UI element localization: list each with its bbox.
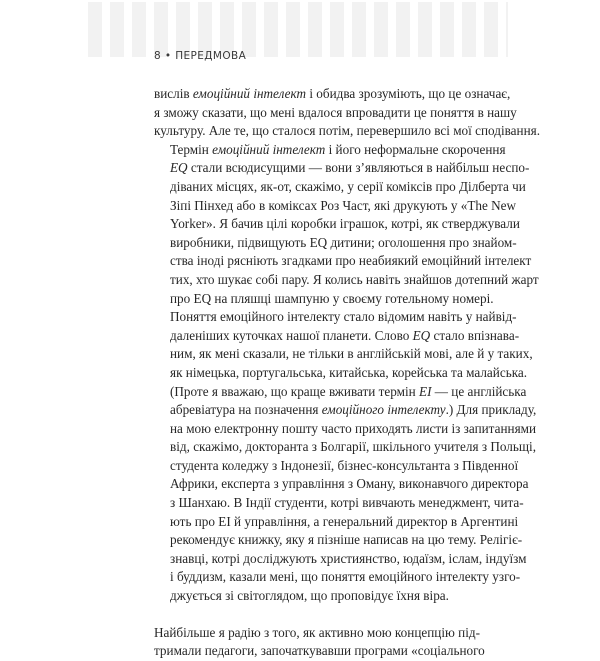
text-line: виробники, підвищують EQ дитини; оголошення про знайом-	[170, 234, 517, 250]
italic-term: EI	[419, 383, 432, 399]
paragraph-p3	[154, 308, 537, 606]
italic-term: емоційний інтелект	[192, 86, 307, 101]
paragraph-p4	[154, 624, 485, 661]
text-line: знавці, котрі досліджують християнство, юдаїзм, іслам, індуїзм	[170, 550, 527, 566]
text-line: з Шанхаю. В Індії студенти, котрі вивчають менеджмент, чита-	[170, 495, 524, 511]
text-line: Зіпі Пінхед або в коміксах Роз Част, які друкують у «The New	[170, 197, 517, 213]
running-head	[154, 50, 246, 62]
text-line: на мою електронну пошту часто приходять листи із запитаннями	[170, 420, 537, 436]
italic-term: емоційний інтелект	[212, 141, 326, 157]
text-line: як німецька, португальська, китайська, корейська та малайська.	[170, 364, 528, 380]
text-line: Термін емоційний інтелект і його неформальне скорочення	[170, 141, 506, 157]
text-line: тримали педагоги, започаткувавши програми «соціального	[154, 643, 485, 659]
text-line: ним, як мені сказали, не тільки в англійській мові, але й у таких,	[170, 346, 533, 362]
text-line: (Проте я вважаю, що краще вживати термін EI — це англійська	[170, 383, 527, 399]
italic-term: EQ	[170, 160, 188, 176]
text-line: ства іноді рясніють згадками про неабиякий емоційний інтелект	[170, 253, 532, 269]
text-line: Найбільше я радію з того, як активно мою концепцію під-	[154, 624, 480, 640]
italic-term: емоційного інтелекту	[321, 402, 446, 418]
page-number: 8	[154, 50, 162, 62]
text-line: абревіатура на позначення емоційного інтелекту.) Для прикладу,	[170, 402, 537, 418]
text-line: Поняття емоційного інтелекту стало відомим навіть у найвід-	[170, 309, 517, 325]
text-line: Африки, експерта з управління з Оману, виконавчого директора	[170, 476, 529, 492]
text-line: джується зі світоглядом, що проповідує їхня віра.	[170, 588, 449, 604]
text-line: даленіших куточках нашої планети. Слово EQ стало впізнава-	[170, 327, 520, 343]
text-line: і буддизм, казали мені, що поняття емоційного інтелекту узго-	[170, 569, 521, 585]
text-line: вислів емоційний інтелект і обидва зрозуміють, що це означає,	[154, 86, 511, 101]
section-title: ПЕРЕДМОВА	[175, 50, 247, 62]
text-line: студента коледжу з Індонезії, бізнес-консультанта з Південної	[170, 457, 519, 473]
text-line: рекомендує книжку, яку я пізніше написав на цю тему. Релігіє-	[170, 532, 523, 548]
body-text	[154, 85, 540, 661]
paragraph-p1	[154, 85, 540, 141]
text-line: культуру. Але те, що сталося потім, перевершило всі мої сподівання.	[154, 123, 540, 139]
text-line: EQ стали всюдисущими — вони з’являються в найбільш неспо-	[170, 160, 530, 176]
text-line: діваних місцях, як-от, скажімо, у серії коміксів про Ділберта чи	[170, 178, 526, 194]
text-line: Yorker». Я бачив цілі коробки іграшок, котрі, як стверджували	[170, 216, 520, 232]
text-line: про EQ на пляшці шампуню у своєму готельному номері.	[170, 290, 494, 306]
show-through-artifact	[88, 2, 508, 57]
text-line: я зможу сказати, що мені вдалося впровадити це поняття в нашу	[154, 104, 517, 120]
paragraph-p2	[154, 141, 539, 308]
italic-term: EQ	[412, 327, 431, 343]
text-line: від, скажімо, докторанта з Болгарії, шкільного учителя з Польщі,	[170, 439, 537, 455]
text-line: тих, хто шукає собі пару. Я колись навіть знайшов дотепний жарт	[170, 271, 539, 287]
text-line: ють про EI й управління, а генеральний директор в Аргентині	[170, 513, 519, 529]
bullet-separator: •	[164, 50, 172, 62]
